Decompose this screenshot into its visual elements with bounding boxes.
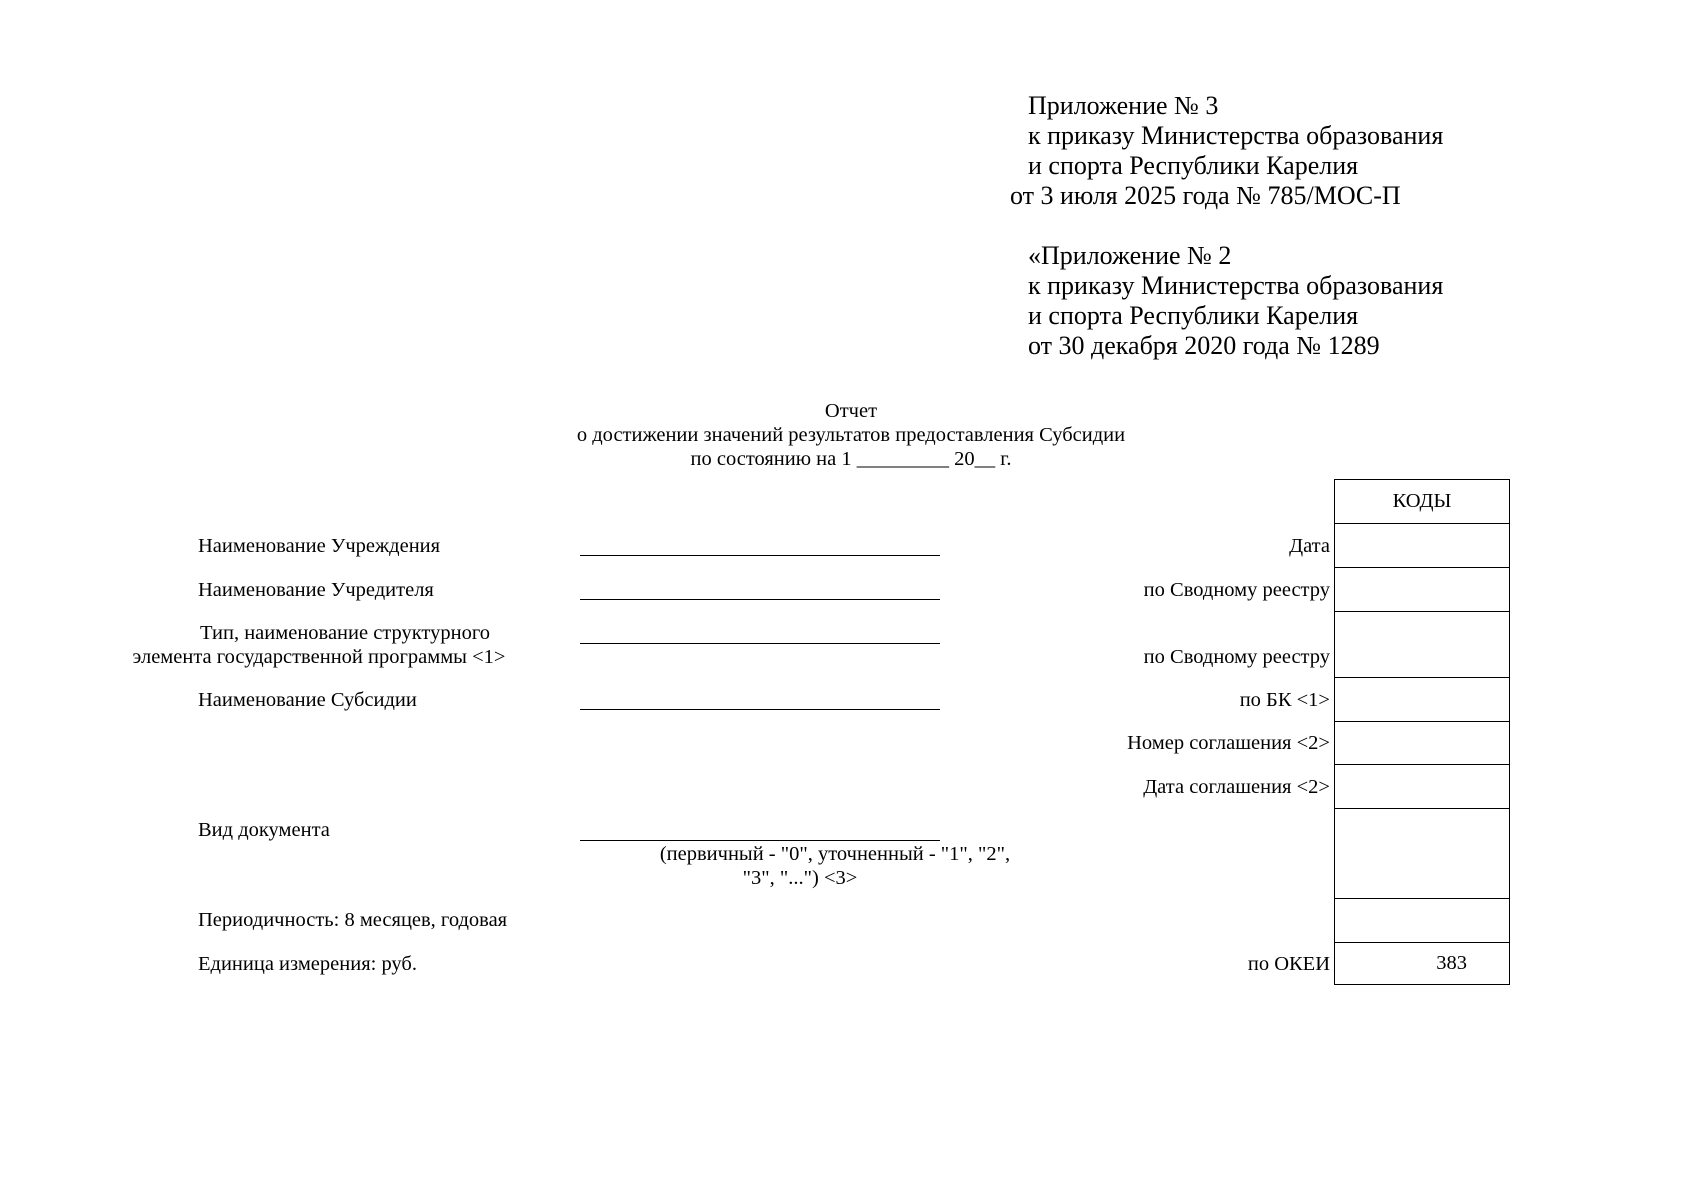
appendix-current-line3: и спорта Республики Карелия xyxy=(1028,151,1359,180)
label-institution: Наименование Учреждения xyxy=(198,535,441,557)
code-cell-registry-2[interactable] xyxy=(1335,612,1509,678)
appendix-current-line1: Приложение № 3 xyxy=(1028,91,1219,120)
appendix-current-line4: от 3 июля 2025 года № 785/МОС-П xyxy=(1010,181,1401,210)
codes-header: КОДЫ xyxy=(1335,480,1509,524)
doc-type-fill-line xyxy=(580,840,940,841)
code-cell-date[interactable] xyxy=(1335,524,1509,568)
label-registry-2: по Сводному реестру xyxy=(1143,646,1330,668)
institution-fill-line xyxy=(580,555,940,556)
report-title: Отчет xyxy=(824,400,878,422)
report-subtitle: о достижении значений результатов предоставления Субсидии xyxy=(576,424,1126,446)
code-cell-agreement-number[interactable] xyxy=(1335,722,1509,765)
label-founder: Наименование Учредителя xyxy=(198,579,434,601)
founder-fill-line xyxy=(580,599,940,600)
codes-table xyxy=(1334,479,1510,985)
label-date: Дата xyxy=(1289,535,1330,557)
code-cell-bk[interactable] xyxy=(1335,678,1509,722)
label-subsidy: Наименование Субсидии xyxy=(198,689,417,711)
code-cell-okei: 383 xyxy=(1335,943,1509,985)
label-periodicity: Периодичность: 8 месяцев, годовая xyxy=(198,909,508,931)
doc-type-hint-line2: "3", "...") <3> xyxy=(742,867,858,889)
appendix-previous-line4: от 30 декабря 2020 года № 1289 xyxy=(1028,331,1380,360)
subsidy-fill-line xyxy=(580,709,940,710)
doc-type-hint-line1: (первичный - "0", уточненный - "1", "2", xyxy=(659,843,1011,865)
report-date-line: по состоянию на 1 _________ 20__ г. xyxy=(690,448,1012,470)
appendix-previous-line3: и спорта Республики Карелия xyxy=(1028,301,1359,330)
label-program-line2: элемента государственной программы <1> xyxy=(132,646,506,668)
label-program-line1: Тип, наименование структурного xyxy=(200,622,490,644)
code-cell-agreement-date[interactable] xyxy=(1335,765,1509,809)
label-bk: по БК <1> xyxy=(1239,689,1330,711)
label-unit: Единица измерения: руб. xyxy=(198,953,417,975)
label-registry-1: по Сводному реестру xyxy=(1143,579,1330,601)
label-agreement-date: Дата соглашения <2> xyxy=(1143,776,1330,798)
label-agreement-number: Номер соглашения <2> xyxy=(1127,732,1330,754)
label-okei: по ОКЕИ xyxy=(1247,953,1330,975)
appendix-previous-line1: «Приложение № 2 xyxy=(1028,241,1232,270)
appendix-previous-line2: к приказу Министерства образования xyxy=(1028,271,1444,300)
program-fill-line xyxy=(580,643,940,644)
label-doc-type: Вид документа xyxy=(198,819,330,841)
appendix-current-line2: к приказу Министерства образования xyxy=(1028,121,1444,150)
code-cell-periodicity[interactable] xyxy=(1335,899,1509,943)
code-cell-registry-1[interactable] xyxy=(1335,568,1509,612)
code-cell-doc-type[interactable] xyxy=(1335,809,1509,899)
